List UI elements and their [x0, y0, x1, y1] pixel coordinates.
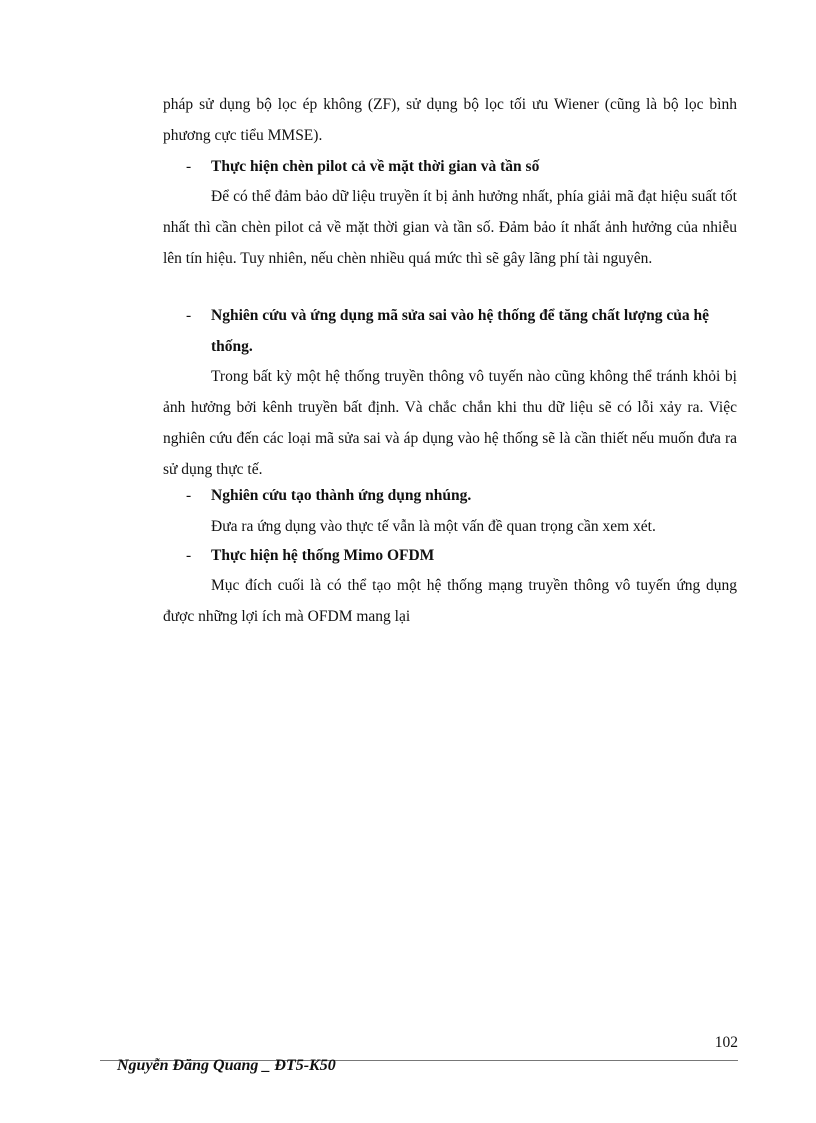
page-number: 102: [714, 1034, 738, 1051]
bullet-dash: -: [186, 307, 192, 324]
bullet-heading: Thực hiện hệ thống Mimo OFDM: [211, 547, 435, 564]
paragraph-pilot: Để có thể đảm bảo dữ liệu truyền ít bị ảnh hưởng nhất, phía giải mã đạt hiệu suất tốt nhất thì cần chèn pilot cả về mặt thời gian và tần số. Đảm bảo ít nhất ảnh hưởng của nhiễu lên tín hiệu. Tuy nhiên, nếu chèn nhiều quá mức thì sẽ gây lãng phí tài nguyên.: [163, 188, 737, 267]
bullet-heading: Thực hiện chèn pilot cả về mặt thời gian và tần số: [211, 158, 540, 175]
paragraph-filter-methods: pháp sử dụng bộ lọc ép không (ZF), sử dụng bộ lọc tối ưu Wiener (cũng là bộ lọc bình phương cực tiểu MMSE).: [163, 96, 737, 144]
bullet-dash: -: [186, 547, 192, 564]
paragraph-embedded-app: Đưa ra ứng dụng vào thực tế vẫn là một vấn đề quan trọng cần xem xét.: [211, 518, 656, 535]
paragraph-mimo-ofdm: Mục đích cuối là có thể tạo một hệ thống mạng truyền thông vô tuyến ứng dụng được những lợi ích mà OFDM mang lại: [163, 577, 737, 625]
paragraph-error-correction: Trong bất kỳ một hệ thống truyền thông vô tuyến nào cũng không thể tránh khỏi bị ảnh hưởng bởi kênh truyền bất định. Và chắc chắn khi thu dữ liệu sẽ có lỗi xảy ra. Việc nghiên cứu đến các loại mã sửa sai và áp dụng vào hệ thống sẽ là cần thiết nếu muốn đưa ra sử dụng thực tế.: [163, 368, 737, 478]
bullet-dash: -: [186, 158, 192, 175]
bullet-heading: Nghiên cứu và ứng dụng mã sửa sai vào hệ thống để tăng chất lượng của hệ thống.: [211, 307, 709, 355]
bullet-heading: Nghiên cứu tạo thành ứng dụng nhúng.: [211, 487, 472, 504]
footer-author: Nguyễn Đăng Quang _ ĐT5-K50: [117, 1057, 336, 1074]
bullet-dash: -: [186, 487, 192, 504]
